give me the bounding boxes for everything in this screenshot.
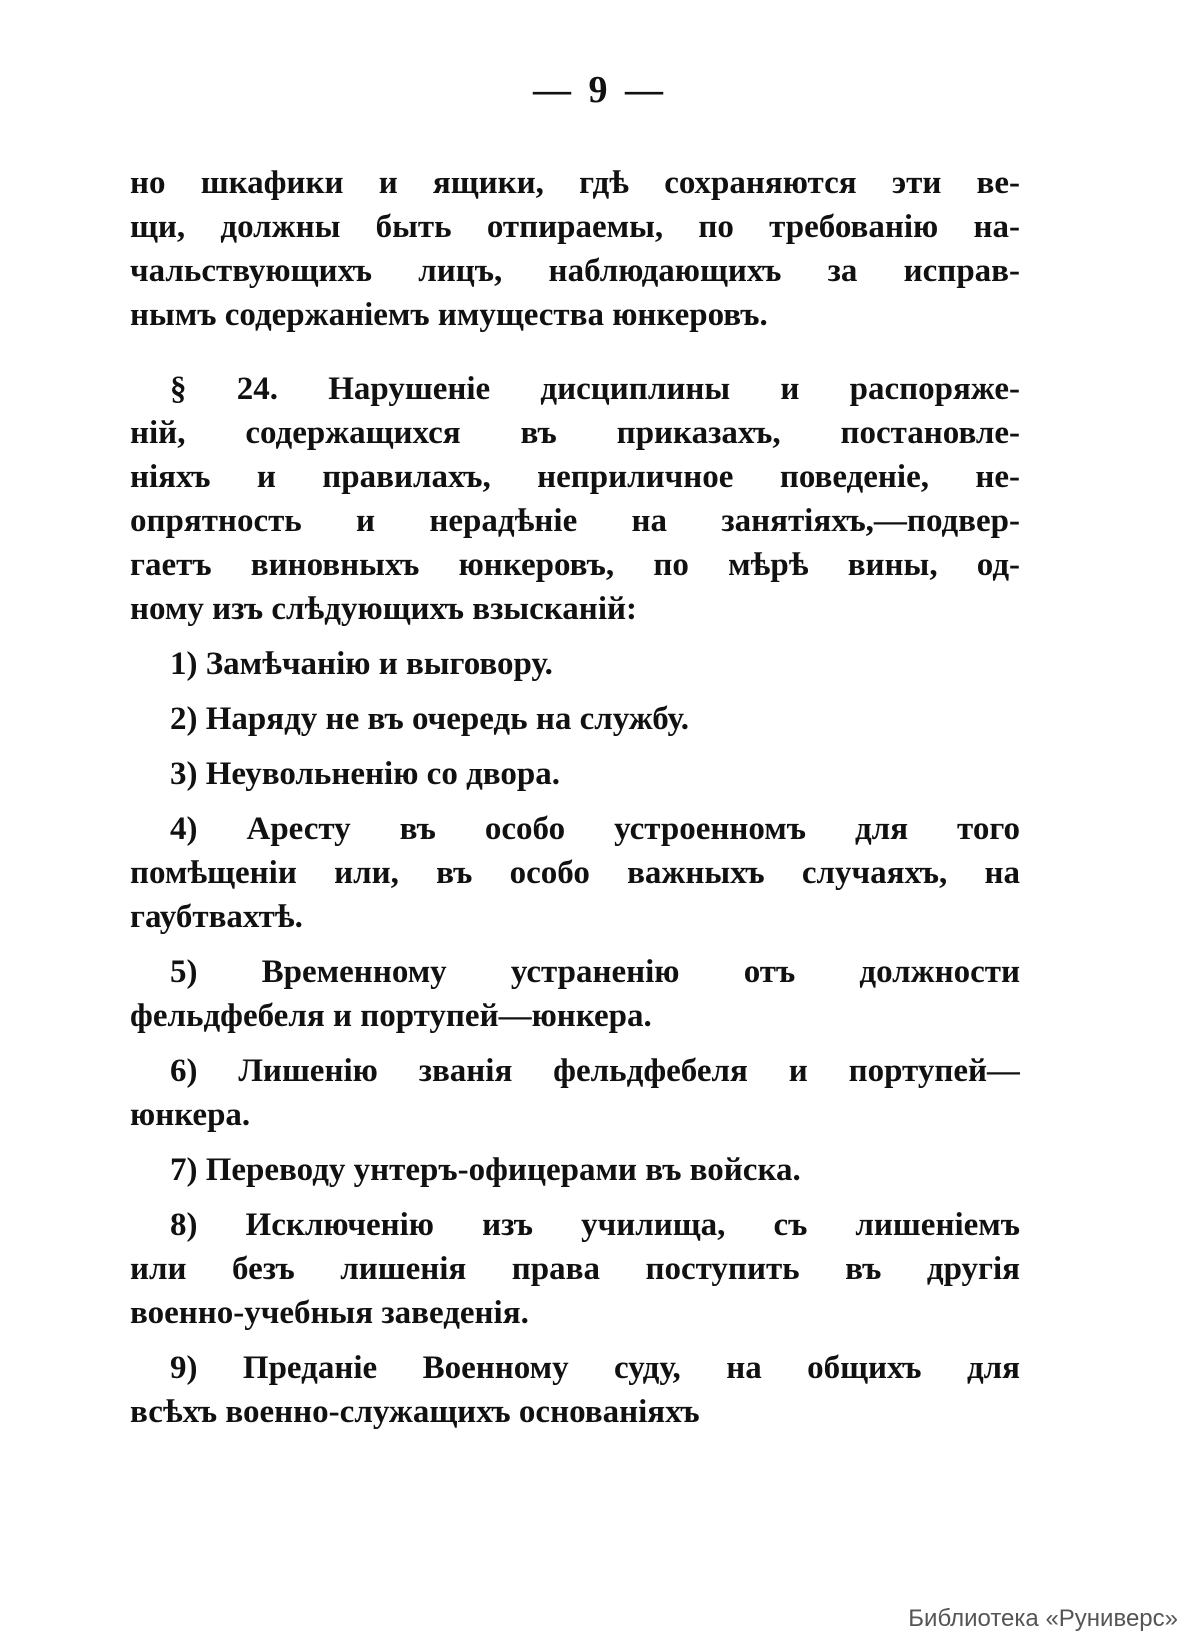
- text-line: юнкера.: [130, 1097, 251, 1133]
- list-item: [130, 1049, 1020, 1137]
- list-item: [130, 1148, 1020, 1192]
- text-line: ніяхъ и правилахъ, неприличное поведеніе, не-: [130, 459, 1020, 495]
- text-line: но шкафики и ящики, гдѣ сохраняются эти ве-: [130, 165, 1020, 201]
- list-item: [130, 950, 1020, 1038]
- library-watermark: Библиотека «Руниверс»: [908, 1605, 1178, 1632]
- text-line: помѣщеніи или, въ особо важныхъ случаяхъ, на: [130, 855, 1020, 891]
- list-item: [130, 642, 1020, 686]
- text-line: 7) Переводу унтеръ-офицерами въ войска.: [170, 1152, 801, 1188]
- text-line: 4) Аресту въ особо устроенномъ для того: [170, 811, 1020, 847]
- list-item: [130, 807, 1020, 939]
- text-line: 3) Неувольненію со двора.: [170, 756, 560, 792]
- text-line: § 24. Нарушеніе дисциплины и распоряже-: [170, 371, 1020, 407]
- text-line: военно-учебныя заведенія.: [130, 1295, 529, 1331]
- text-line: нымъ содержаніемъ имущества юнкеровъ.: [130, 297, 768, 333]
- list-item: [130, 697, 1020, 741]
- text-line: чальствующихъ лицъ, наблюдающихъ за исправ-: [130, 253, 1020, 289]
- text-line: или безъ лишенія права поступить въ другія: [130, 1251, 1020, 1287]
- text-line: 8) Исключенію изъ училища, съ лишеніемъ: [170, 1207, 1020, 1243]
- text-line: фельдфебеля и портупей—юнкера.: [130, 998, 652, 1034]
- page-number: — 9 —: [533, 69, 667, 111]
- text-line: гаубтвахтѣ.: [130, 899, 303, 935]
- text-line: 5) Временному устраненію отъ должности: [170, 954, 1020, 990]
- text-line: 2) Наряду не въ очередь на службу.: [170, 701, 689, 737]
- text-line: 1) Замѣчанію и выговору.: [170, 646, 553, 682]
- page-text: [130, 161, 1020, 1434]
- text-line: гаетъ виновныхъ юнкеровъ, по мѣрѣ вины, од-: [130, 547, 1020, 583]
- list-item: [130, 1203, 1020, 1335]
- text-line: ному изъ слѣдующихъ взысканій:: [130, 591, 637, 627]
- text-line: ній, содержащихся въ приказахъ, постановле-: [130, 415, 1020, 451]
- paragraph-section-24: [130, 367, 1020, 631]
- text-line: опрятность и нерадѣніе на занятіяхъ,—подвер-: [130, 503, 1020, 539]
- text-line: щи, должны быть отпираемы, по требованію на-: [130, 209, 1020, 245]
- paragraph-continued: [130, 161, 1020, 337]
- list-item: [130, 752, 1020, 796]
- text-line: всѣхъ военно-служащихъ основаніяхъ: [130, 1394, 700, 1430]
- text-line: 6) Лишенію званія фельдфебеля и портупей—: [170, 1053, 1020, 1089]
- text-line: 9) Преданіе Военному суду, на общихъ для: [170, 1350, 1020, 1386]
- list-item: [130, 1346, 1020, 1434]
